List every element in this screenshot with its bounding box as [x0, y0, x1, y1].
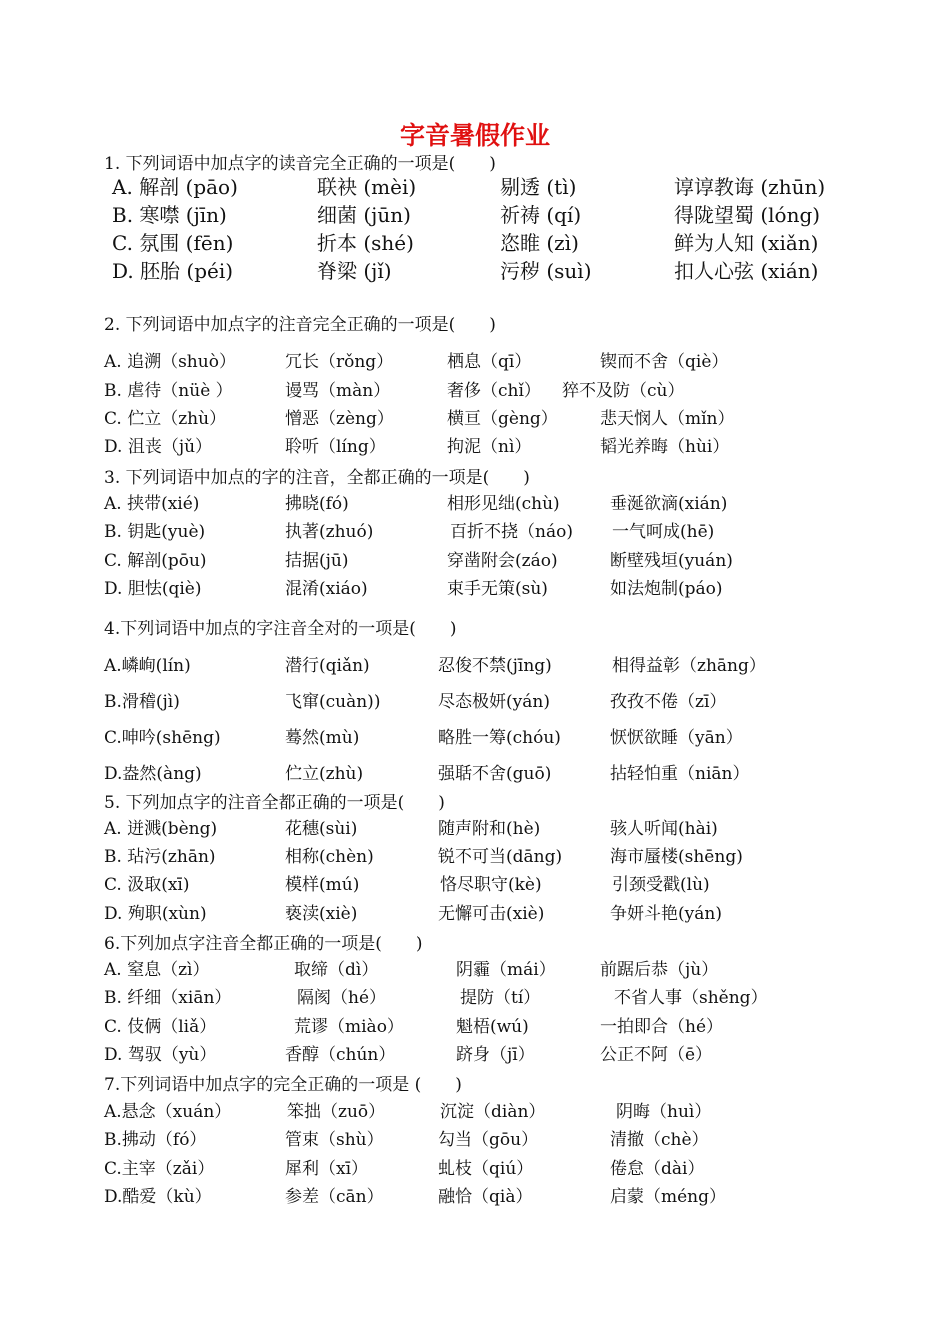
question-1-stem: 1. 下列词语中加点字的读音完全正确的一项是( ) [104, 154, 496, 174]
option-term: 拘泥（nì） [447, 437, 532, 457]
option-term: A. 迸溅(bèng) [104, 819, 218, 839]
option-term: 相得益彰（zhāng） [612, 656, 766, 676]
question-2-option-d [104, 432, 924, 458]
option-term: 强聒不舍(guō) [438, 764, 552, 784]
option-term: 猝不及防（cù） [562, 381, 685, 401]
option-term: 恪尽职守(kè) [440, 875, 542, 895]
option-term: 伫立(zhù) [285, 764, 364, 784]
option-term: 执著(zhuó) [285, 522, 374, 542]
question-5-option-d [104, 899, 924, 925]
option-term: 恣睢 (zì) [500, 231, 579, 255]
option-term: 污秽 (suì) [500, 259, 592, 283]
option-term: D.酷爱（kù） [104, 1187, 212, 1207]
option-term: C. 氛围 (fēn) [112, 231, 234, 255]
option-term: 栖息（qī） [447, 352, 532, 372]
question-6-option-a [104, 955, 924, 981]
question-4-option-b [104, 687, 924, 713]
option-term: 谆谆教诲 (zhūn) [674, 175, 826, 199]
option-term: 百折不挠（náo) [450, 522, 573, 542]
option-term: A. 解剖 (pāo) [112, 175, 238, 199]
option-term: B. 虐待（nüè ） [104, 381, 233, 401]
question-4-stem: 4.下列词语中加点的字注音全对的一项是( ) [104, 619, 457, 639]
option-term: 倦怠（dài） [610, 1159, 705, 1179]
question-2-option-b [104, 376, 924, 402]
option-term: 折本 (shé) [317, 231, 414, 255]
option-term: 模样(mú) [285, 875, 360, 895]
question-4-option-c [104, 723, 924, 749]
question-3-stem: 3. 下列词语中加点的字的注音，全都正确的一项是( ) [104, 468, 530, 488]
option-term: 亵渎(xiè) [285, 904, 358, 924]
option-term: 束手无策(sù) [447, 579, 548, 599]
option-term: A. 追溯（shuò） [104, 352, 236, 372]
option-term: 阴霾（mái） [456, 960, 556, 980]
option-term: B.滑稽(jì) [104, 692, 180, 712]
option-term: D.盎然(àng) [104, 764, 202, 784]
question-1-option-d [104, 255, 924, 281]
option-term: 蓦然(mù) [285, 728, 360, 748]
option-term: 混淆(xiáo) [285, 579, 368, 599]
option-term: 恹恹欲睡（yān） [610, 728, 743, 748]
option-term: 管束（shù） [285, 1130, 384, 1150]
option-term: C. 伫立（zhù） [104, 409, 227, 429]
question-1-option-b [104, 199, 924, 225]
option-term: 跻身（jī） [456, 1045, 535, 1065]
option-term: 憎恶（zèng） [285, 409, 394, 429]
option-term: 一拍即合（hé） [600, 1017, 724, 1037]
option-term: C.呻吟(shēng) [104, 728, 221, 748]
question-3-option-c [104, 546, 924, 572]
option-term: 沉淀（diàn） [440, 1102, 546, 1122]
option-term: 争妍斗艳(yán) [610, 904, 722, 924]
option-term: B.拂动（fó） [104, 1130, 207, 1150]
option-term: A. 窒息（zì） [104, 960, 210, 980]
option-term: 一气呵成(hē) [612, 522, 715, 542]
option-term: 引颈受戳(lù) [612, 875, 710, 895]
option-term: 魁梧(wú) [456, 1017, 529, 1037]
option-term: D. 殉职(xùn) [104, 904, 207, 924]
option-term: 略胜一筹(chóu) [438, 728, 561, 748]
option-term: 忍俊不禁(jīng) [438, 656, 552, 676]
option-term: C. 伎俩（liǎ） [104, 1017, 217, 1037]
question-1-option-c [104, 227, 924, 253]
option-term: 韬光养晦（hùi） [600, 437, 730, 457]
option-term: D. 胚胎 (péi) [112, 259, 234, 283]
option-term: 相称(chèn) [285, 847, 374, 867]
option-term: B. 纤细（xiān） [104, 988, 232, 1008]
option-term: A.嶙峋(lín) [104, 656, 191, 676]
option-term: 如法炮制(páo) [610, 579, 723, 599]
option-term: A.悬念（xuán） [104, 1102, 232, 1122]
option-term: 清撤（chè） [610, 1130, 709, 1150]
option-term: D. 驾驭（yù） [104, 1045, 217, 1065]
option-term: 犀利（xī） [285, 1159, 369, 1179]
option-term: 参差（cān） [285, 1187, 384, 1207]
option-term: 孜孜不倦（zī） [610, 692, 727, 712]
option-term: B. 玷污(zhān) [104, 847, 216, 867]
page-title: 字音暑假作业 [399, 121, 550, 150]
option-term: C. 汲取(xī) [104, 875, 190, 895]
option-term: 飞窜(cuàn)) [285, 692, 381, 712]
option-term: 断壁残垣(yuán) [610, 551, 733, 571]
option-term: 拮据(jū) [285, 551, 349, 571]
option-term: 取缔（dì） [294, 960, 379, 980]
option-term: 剔透 (tì) [500, 175, 577, 199]
option-term: 笨拙（zuō） [287, 1102, 386, 1122]
option-term: 细菌 (jūn) [317, 203, 411, 227]
option-term: 拈轻怕重（niān） [610, 764, 750, 784]
option-term: 启蒙（méng） [610, 1187, 727, 1207]
option-term: C.主宰（zǎi） [104, 1159, 215, 1179]
option-term: 勾当（gōu） [438, 1130, 539, 1150]
option-term: 随声附和(hè) [438, 819, 541, 839]
option-term: 海市蜃楼(shēng) [610, 847, 743, 867]
option-term: 垂涎欲滴(xián) [610, 494, 728, 514]
option-term: 隔阂（hé） [297, 988, 387, 1008]
option-term: D. 沮丧（jǔ） [104, 437, 213, 457]
question-7-option-a [104, 1097, 924, 1123]
question-5-option-a [104, 814, 924, 840]
option-term: 锐不可当(dāng) [438, 847, 563, 867]
option-term: 祈祷 (qí) [500, 203, 582, 227]
option-term: 聆听（líng） [285, 437, 386, 457]
question-7-stem: 7.下列词语中加点字的完全正确的一项是 ( ) [104, 1075, 462, 1095]
option-term: 骇人听闻(hài) [610, 819, 718, 839]
option-term: 无懈可击(xiè) [438, 904, 545, 924]
question-7-option-d [104, 1182, 924, 1208]
question-6-option-d [104, 1040, 924, 1066]
option-term: 谩骂（màn） [285, 381, 391, 401]
option-term: A. 挟带(xié) [104, 494, 200, 514]
question-5-option-c [104, 870, 924, 896]
option-term: 穿凿附会(záo) [447, 551, 558, 571]
option-term: 联袂 (mèi) [317, 175, 417, 199]
question-4-option-d [104, 759, 924, 785]
option-term: 融恰（qià） [438, 1187, 533, 1207]
question-3-option-a [104, 489, 924, 515]
option-term: 花穗(sùi) [285, 819, 358, 839]
option-term: D. 胆怯(qiè) [104, 579, 202, 599]
question-4-option-a [104, 651, 924, 677]
question-7-option-c [104, 1154, 924, 1180]
question-3-option-b [104, 517, 924, 543]
question-5-option-b [104, 842, 924, 868]
option-term: 虬枝（qiú） [438, 1159, 534, 1179]
question-7-option-b [104, 1125, 924, 1151]
question-2-stem: 2. 下列词语中加点字的注音完全正确的一项是( ) [104, 315, 496, 335]
option-term: 不省人事（shěng） [614, 988, 768, 1008]
option-term: 公正不阿（ē） [600, 1045, 713, 1065]
option-term: 阴晦（huì） [616, 1102, 712, 1122]
question-2-option-c [104, 404, 924, 430]
question-3-option-d [104, 574, 924, 600]
option-term: 提防（tí） [460, 988, 541, 1008]
option-term: 香醇（chún） [285, 1045, 396, 1065]
option-term: 前踞后恭（jù） [600, 960, 719, 980]
option-term: 扣人心弦 (xián) [674, 259, 819, 283]
question-6-option-c [104, 1012, 924, 1038]
question-2-option-a [104, 347, 924, 373]
option-term: 尽态极妍(yán) [438, 692, 550, 712]
option-term: B. 寒噤 (jīn) [112, 203, 227, 227]
question-1-option-a [104, 171, 924, 197]
option-term: B. 钥匙(yuè) [104, 522, 206, 542]
option-term: 拂晓(fó) [285, 494, 349, 514]
option-term: 脊梁 (jǐ) [317, 259, 392, 283]
question-6-option-b [104, 983, 924, 1009]
question-6-stem: 6.下列加点字注音全都正确的一项是( ) [104, 934, 423, 954]
option-term: 冗长（rǒng） [285, 352, 394, 372]
option-term: 荒谬（miào） [294, 1017, 404, 1037]
option-term: 鲜为人知 (xiǎn) [674, 231, 819, 255]
question-5-stem: 5. 下列加点字的注音全都正确的一项是( ) [104, 793, 445, 813]
option-term: 得陇望蜀 (lóng) [674, 203, 821, 227]
option-term: 潜行(qiǎn) [285, 656, 370, 676]
option-term: 奢侈（chǐ） [447, 381, 541, 401]
option-term: 相形见绌(chù) [447, 494, 560, 514]
option-term: 悲天悯人（mǐn） [600, 409, 735, 429]
option-term: 横亘（gèng） [447, 409, 558, 429]
option-term: C. 解剖(pōu) [104, 551, 207, 571]
option-term: 锲而不舍（qiè） [600, 352, 729, 372]
